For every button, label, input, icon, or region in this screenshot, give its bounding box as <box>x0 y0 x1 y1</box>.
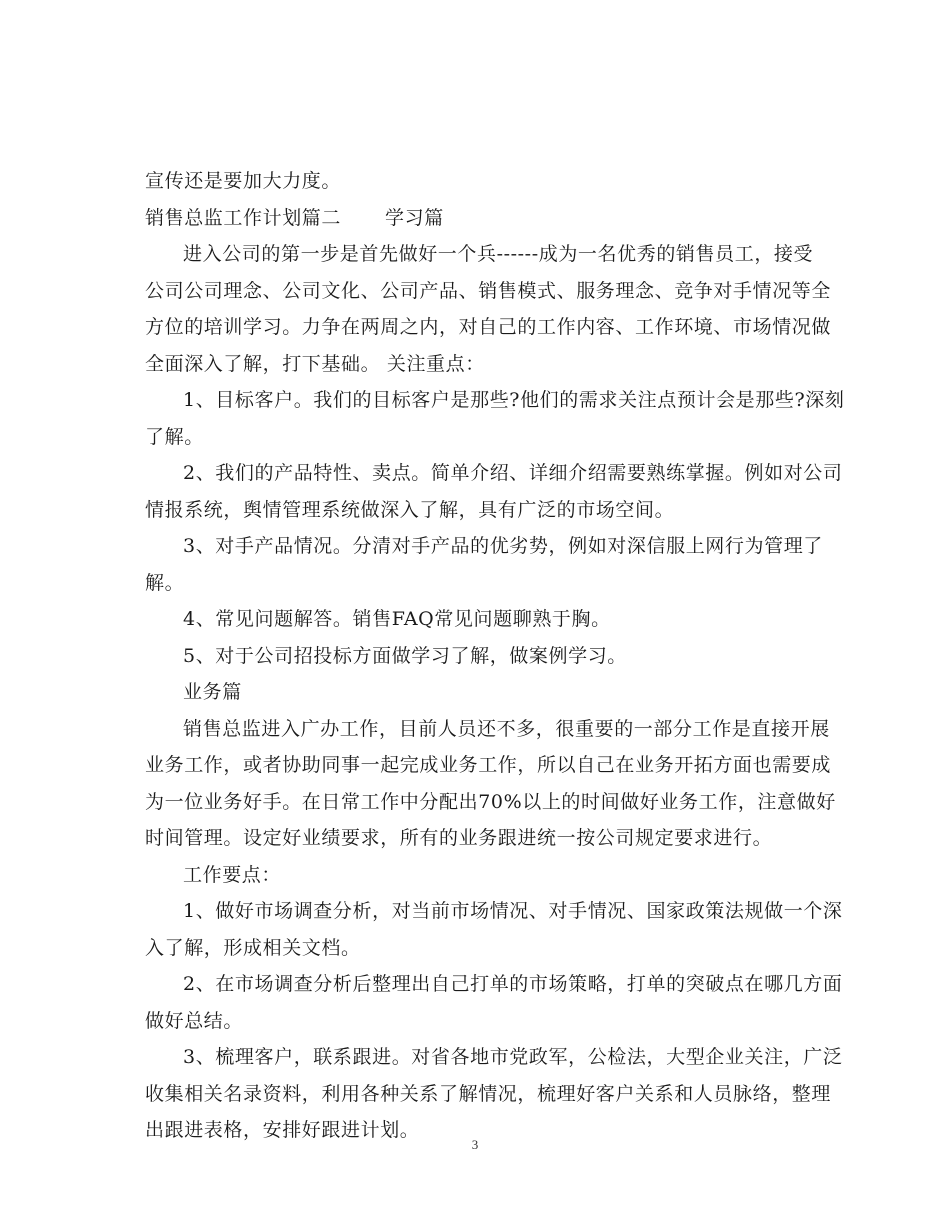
list-item-line: 收集相关名录资料，利用各种关系了解情况，梳理好客户关系和人员脉络，整理 <box>145 1082 832 1105</box>
section-heading <box>145 200 815 237</box>
paragraph-line: 全面深入了解，打下基础。 关注重点： <box>145 352 485 375</box>
subsection-heading: 工作要点： <box>183 863 282 886</box>
list-item-line: 1、目标客户。我们的目标客户是那些?他们的需求关注点预计会是那些?深刻 <box>183 389 845 411</box>
paragraph-line: 方位的培训学习。力争在两周之内，对自己的工作内容、工作环境、市场情况做 <box>145 316 832 338</box>
list-item-line: 4、常见问题解答。销售FAQ常见问题聊熟于胸。 <box>183 608 611 630</box>
subsection-heading: 业务篇 <box>183 681 242 703</box>
paragraph-line: 进入公司的第一步是首先做好一个兵------成为一名优秀的销售员工，接受 <box>183 243 814 265</box>
list-item-line: 3、对手产品情况。分清对手产品的优劣势，例如对深信服上网行为管理了 <box>183 535 823 557</box>
paragraph-line: 为一位业务好手。在日常工作中分配出70%以上的时间做好业务工作，注意做好 <box>145 790 836 813</box>
paragraph-line: 公司公司理念、公司文化、公司产品、销售模式、服务理念、竞争对手情况等全 <box>145 279 832 302</box>
page-number: 3 <box>471 1137 479 1152</box>
list-item-line: 5、对于公司招投标方面做学习了解，做案例学习。 <box>183 644 627 667</box>
section-tag: 学习篇 <box>385 206 444 229</box>
section-title: 销售总监工作计划篇二 <box>145 206 342 229</box>
list-item-line: 了解。 <box>145 425 204 448</box>
list-item-line: 解。 <box>145 571 185 594</box>
list-item-line: 出跟进表格，安排好跟进计划。 <box>145 1119 420 1141</box>
paragraph-line: 时间管理。设定好业绩要求，所有的业务跟进统一按公司规定要求进行。 <box>145 827 773 849</box>
list-item-line: 1、做好市场调查分析，对当前市场情况、对手情况、国家政策法规做一个深 <box>183 900 843 922</box>
list-item-line: 做好总结。 <box>145 1009 244 1032</box>
list-item-line: 2、我们的产品特性、卖点。简单介绍、详细介绍需要熟练掌握。例如对公司 <box>183 462 843 484</box>
document-body <box>145 163 845 1149</box>
paragraph-line: 销售总监进入广办工作，目前人员还不多，很重要的一部分工作是直接开展 <box>183 717 830 740</box>
list-item-line: 情报系统，舆情管理系统做深入了解，具有广泛的市场空间。 <box>145 498 675 521</box>
paragraph-line: 宣传还是要加大力度。 <box>145 170 342 192</box>
list-item-line: 入了解，形成相关文档。 <box>145 936 361 959</box>
list-item-line: 2、在市场调查分析后整理出自己打单的市场策略，打单的突破点在哪几方面 <box>183 973 843 995</box>
list-item-line: 3、梳理客户，联系跟进。对省各地市党政军，公检法，大型企业关注，广泛 <box>183 1046 843 1068</box>
paragraph-line: 业务工作，或者协助同事一起完成业务工作，所以自己在业务开拓方面也需要成 <box>145 754 832 776</box>
